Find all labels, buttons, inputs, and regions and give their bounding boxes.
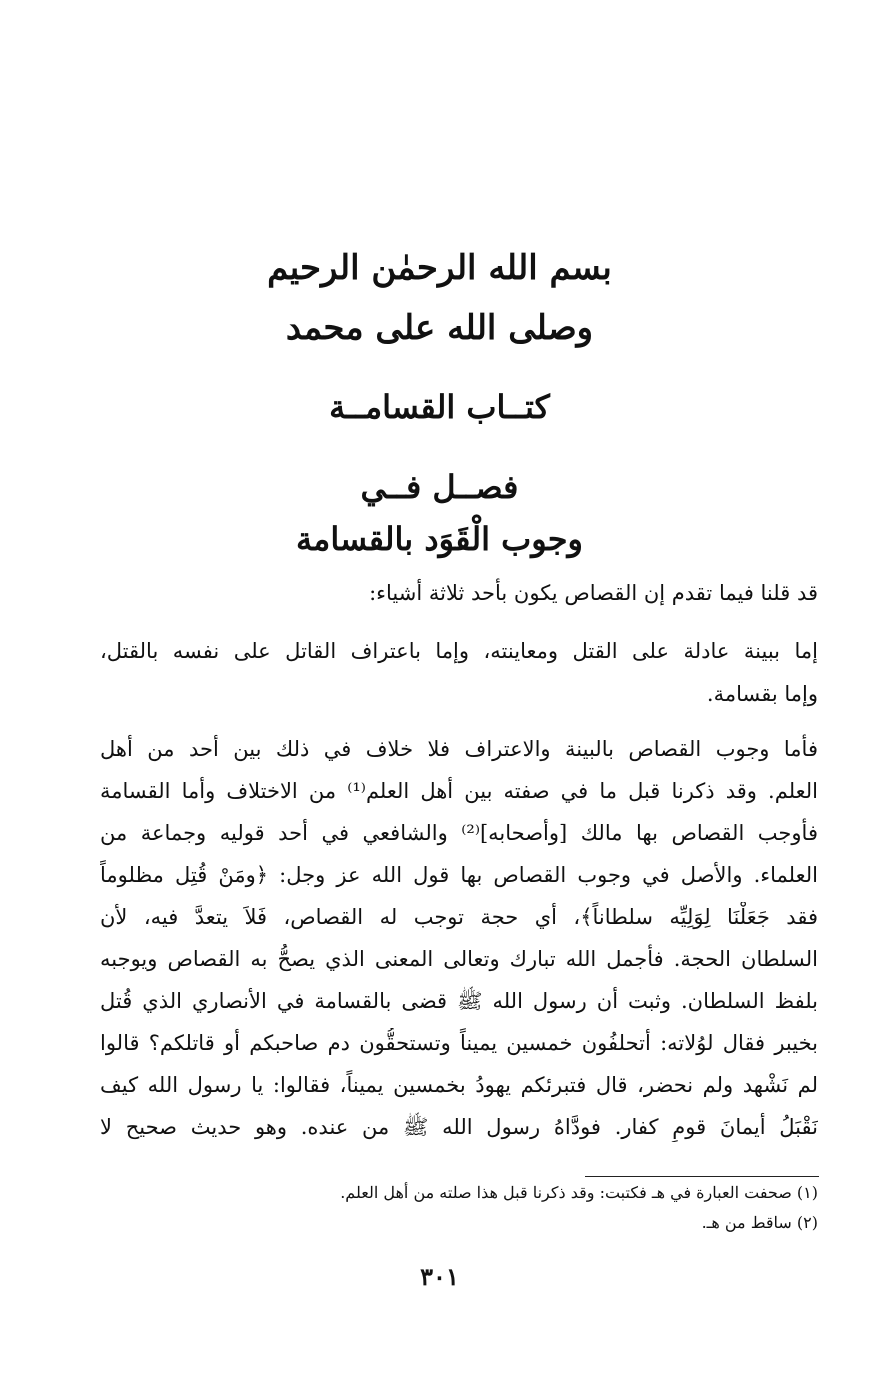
body-line: بخيبر فقال لوُلاته: أتحلفُون خمسين يميناً وتستحقُّون دم صاحبكم أو قاتلكم؟ قالوا: [100, 1031, 818, 1055]
footnote-2: (٢) ساقط من هـ.: [701, 1213, 818, 1232]
body-line: نَقْبَلُ أيمانَ قومٍ كفار. فودَّاهُ رسول الله ﷺ من عنده. وهو حديث صحيح لا: [100, 1115, 818, 1139]
body-line: وإما بقسامة.: [706, 682, 818, 706]
basmala-heading: بسم الله الرحمٰن الرحيم: [267, 248, 612, 288]
footnote-1: (١) صحفت العبارة في هـ فكتبت: وقد ذكرنا قبل هذا صلته من أهل العلم.: [340, 1183, 818, 1202]
body-line: لم نَشْهد ولم نحضر، قال فتبرئكم يهودُ بخمسين يميناً، فقالوا: يا رسول الله كيف: [100, 1073, 818, 1097]
body-line: العلم. وقد ذكرنا قبل ما في صفته بين أهل العلم⁽¹⁾ من الاختلاف وأما القسامة: [100, 779, 818, 803]
body-line: فقد جَعَلْنَا لِوَلِيِّه سلطاناً﴾، أي حجة توجب له القصاص، فَلاَ يتعدَّ فيه، لأن: [100, 905, 818, 929]
body-line: فأما وجوب القصاص بالبينة والاعتراف فلا خلاف في ذلك بين أحد من أهل: [100, 737, 818, 761]
body-line: العلماء. والأصل في وجوب القصاص بها قول الله عز وجل: ﴿ومَنْ قُتِل مظلوماً: [100, 863, 818, 887]
section-label: فصــل فــي: [360, 468, 519, 506]
page-number: ٣٠١: [420, 1262, 459, 1291]
section-subject: وجوب الْقَوَد بالقسامة: [296, 520, 583, 558]
footnote-divider: [585, 1176, 819, 1177]
book-title: كتــاب القسامــة: [329, 388, 550, 426]
salawat-heading: وصلى الله على محمد: [285, 308, 594, 348]
body-line: السلطان الحجة. فأجمل الله تبارك وتعالى المعنى الذي يصحُّ به القصاص ويوجبه: [100, 947, 818, 971]
body-line: قد قلنا فيما تقدم إن القصاص يكون بأحد ثلاثة أشياء:: [369, 581, 818, 605]
body-line: بلفظ السلطان. وثبت أن رسول الله ﷺ قضى بالقسامة في الأنصاري الذي قُتل: [100, 989, 818, 1013]
body-line: إما ببينة عادلة على القتل ومعاينته، وإما باعتراف القاتل على نفسه بالقتل،: [100, 639, 818, 663]
body-line: فأوجب القصاص بها مالك [وأصحابه]⁽²⁾ والشافعي في أحد قوليه وجماعة من: [100, 821, 818, 845]
